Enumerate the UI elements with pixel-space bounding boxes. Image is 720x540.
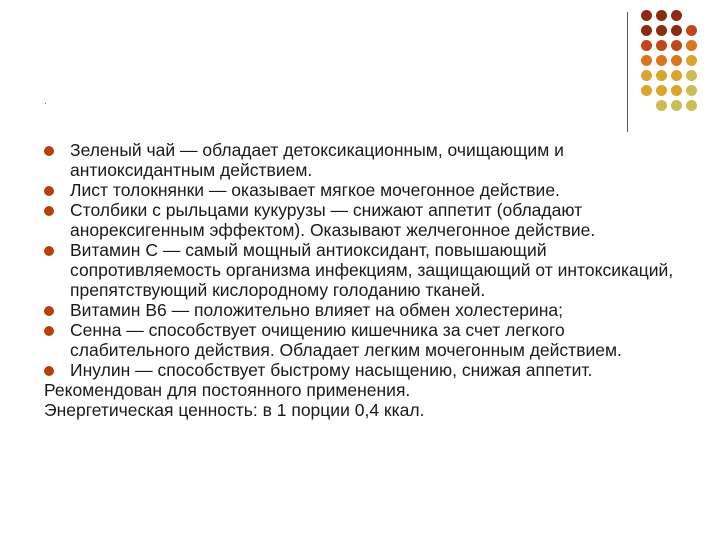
bullet-text: Лист толокнянки — оказывает мягкое мочегонное действие. xyxy=(70,180,560,200)
decorative-dot xyxy=(686,25,697,36)
bullet-dot-icon xyxy=(44,146,54,156)
decorative-dot xyxy=(641,70,652,81)
bullet-dot-icon xyxy=(44,246,54,256)
bullet-dot-icon xyxy=(44,206,54,216)
decorative-dot xyxy=(686,70,697,81)
bullet-dot-icon xyxy=(44,306,54,316)
decorative-dot xyxy=(656,100,667,111)
decorative-dot xyxy=(656,40,667,51)
bullet-text: Витамин В6 — положительно влияет на обмен холестерина; xyxy=(70,300,563,320)
decorative-dot xyxy=(671,40,682,51)
bullet-text: Зеленый чай — обладает детоксикационным, очищающим и антиоксидантным действием. xyxy=(70,140,564,180)
decorative-dot xyxy=(686,40,697,51)
decorative-dot xyxy=(656,25,667,36)
bullet-dot-icon xyxy=(44,326,54,336)
decorative-dot xyxy=(671,10,682,21)
decorative-dot xyxy=(671,25,682,36)
bullet-item-green-tea xyxy=(44,140,684,180)
decorative-dot xyxy=(641,85,652,96)
decorative-dot xyxy=(656,85,667,96)
decorative-dot xyxy=(641,55,652,66)
decorative-dot xyxy=(686,100,697,111)
decorative-dot xyxy=(686,55,697,66)
decorative-dot xyxy=(671,55,682,66)
decorative-dot xyxy=(656,10,667,21)
bullet-list xyxy=(44,140,684,380)
bullet-item-inulin xyxy=(44,360,684,380)
bullet-dot-icon xyxy=(44,366,54,376)
slide-body xyxy=(44,140,684,420)
decorative-dot xyxy=(671,85,682,96)
decorative-dot xyxy=(686,85,697,96)
bullet-item-vitamin-c xyxy=(44,240,684,300)
bullet-item-vitamin-b6 xyxy=(44,300,684,320)
bullet-dot-icon xyxy=(44,186,54,196)
bullet-item-corn-silk xyxy=(44,200,684,240)
decorative-vertical-line xyxy=(627,12,628,132)
decorative-dot xyxy=(671,100,682,111)
decorative-dot xyxy=(656,55,667,66)
bullet-text: Витамин С — самый мощный антиоксидант, повышающий сопротивляемость организма инфекциям, защищающий от интоксикаций, препятствующий кислородному голоданию тканей. xyxy=(70,240,674,300)
bullet-item-senna xyxy=(44,320,684,360)
decorative-dot xyxy=(671,70,682,81)
energy-value-line: Энергетическая ценность: в 1 порции 0,4 ккал. xyxy=(44,400,425,420)
decorative-dot xyxy=(641,40,652,51)
stray-dot-mark: . xyxy=(44,96,47,107)
decorative-dot xyxy=(641,25,652,36)
bullet-text: Сенна — способствует очищению кишечника за счет легкого слабительного действия. Обладает легким мочегонным действием. xyxy=(70,320,622,360)
decorative-dot xyxy=(641,10,652,21)
recommendation-line: Рекомендован для постоянного применения. xyxy=(44,380,411,400)
bullet-item-bearberry xyxy=(44,180,684,200)
decorative-dot-grid xyxy=(641,10,720,120)
bullet-text: Инулин — способствует быстрому насыщению, снижая аппетит. xyxy=(70,360,593,380)
decorative-dot xyxy=(656,70,667,81)
bullet-text: Столбики с рыльцами кукурузы — снижают аппетит (обладают анорексигенным эффектом). Оказывают желчегонное действие. xyxy=(70,200,596,240)
